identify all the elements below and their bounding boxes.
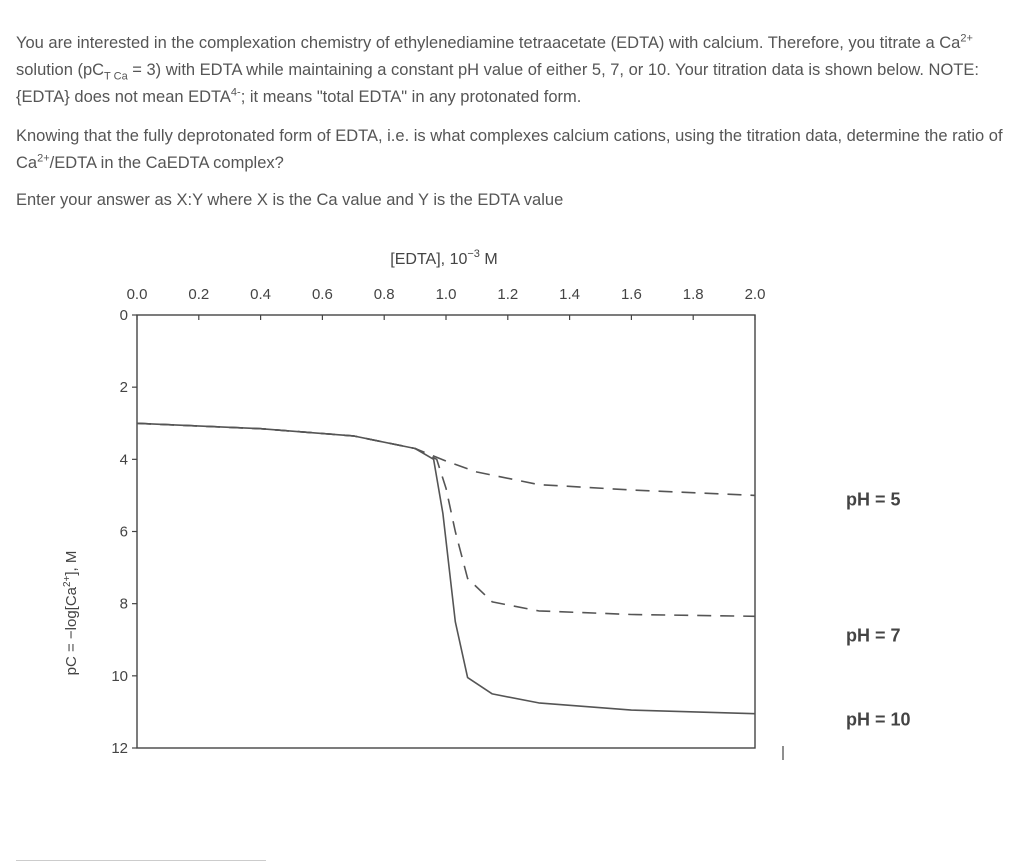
y-tick-label: 0 (119, 307, 128, 324)
y-tick-label: 8 (119, 595, 128, 613)
x-tick-label: 1.2 (497, 286, 519, 303)
y-tick-label: 12 (111, 740, 128, 757)
x-tick-label: 0.6 (311, 286, 333, 303)
y-axis (111, 307, 137, 757)
legend-label: pH = 5 (846, 489, 901, 510)
legend-label: pH = 10 (846, 709, 911, 730)
plot-frame (137, 315, 755, 748)
x-tick-label: 0.4 (250, 286, 272, 303)
x-tick-label: 1.4 (559, 286, 581, 303)
legend-label: pH = 7 (846, 625, 901, 646)
x-tick-label: 1.6 (620, 286, 642, 303)
series-line-ph-5 (137, 423, 755, 495)
y-tick-label: 6 (119, 523, 128, 541)
x-tick-label: 2.0 (744, 286, 766, 303)
legend (846, 489, 911, 729)
question-paragraph-2: Knowing that the fully deprotonated form of EDTA, i.e. is what complexes calcium cations, using the titration data, determine the ratio of $Ca^{2+}$/EDTA in the CaEDTA complex? (16, 127, 1003, 172)
x-tick-label: 0.0 (126, 286, 148, 303)
question-text (16, 30, 1006, 214)
answer-instructions: Enter your answer as X:Y where X is the Ca value and Y is the EDTA value (16, 191, 564, 209)
y-tick-label: 10 (111, 667, 128, 685)
titration-chart (0, 230, 1024, 790)
question-paragraph-1: You are interested in the complexation chemistry of ethylenediamine tetraacetate (EDTA) with calcium. Therefore, you titrate a $Ca^{2+}$ solution $(pC_{T Ca} = 3)$ with EDTA while maintaining a constant pH value of either 5, 7, or 10. Your titration data is shown below. NOTE: {EDTA} does not mean $EDTA^{4-}$; it means "total EDTA" in any protonated form. (16, 32, 979, 106)
curves (137, 423, 755, 713)
answer-input-top-edge[interactable] (16, 860, 266, 865)
y-tick-label: 4 (119, 451, 128, 469)
x-tick-label: 0.2 (188, 286, 210, 303)
x-tick-label: 0.8 (373, 286, 395, 303)
series-line-ph-7 (137, 423, 755, 616)
x-tick-label: 1.8 (682, 286, 704, 303)
y-tick-label: 2 (119, 379, 128, 397)
x-tick-label: 1.0 (435, 286, 457, 303)
plot-border (137, 315, 755, 748)
y-axis-label: pC = $-\log[Ca^{2+}]$, M (62, 550, 80, 676)
x-axis-label: [EDTA], $10^{-3}$ M (390, 248, 498, 268)
series-line-ph-10 (137, 423, 755, 713)
